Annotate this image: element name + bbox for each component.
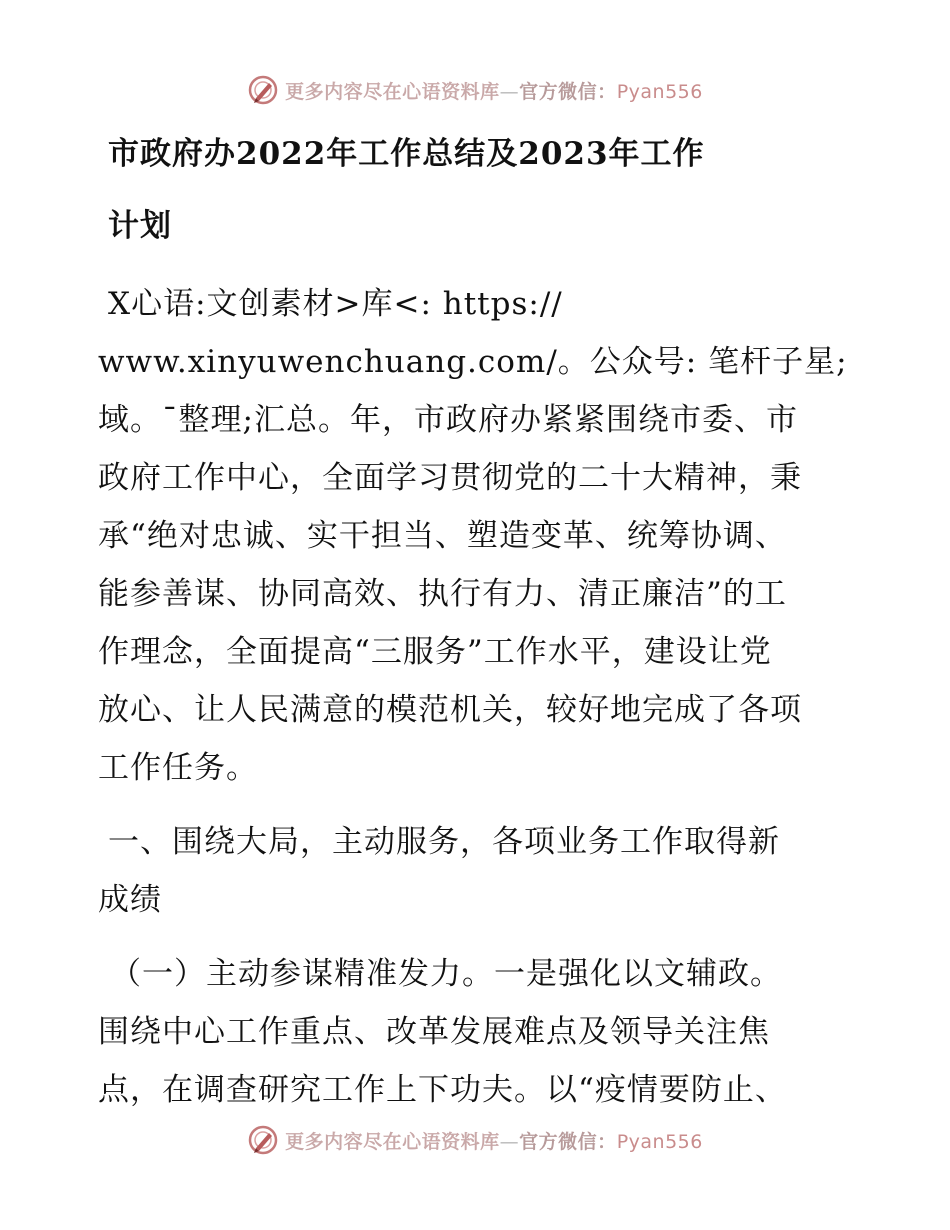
pen-logo-icon [247, 74, 279, 106]
paragraph1-line: 作理念，全面提高“三服务”工作水平，建设让党 [98, 634, 772, 670]
watermark-text: 更多内容尽在心语资料库—官方微信：Pyan556 [285, 1130, 703, 1153]
paragraph1-line: X心语:文创素材>库<: https:// [108, 286, 563, 322]
watermark-banner-top [0, 70, 950, 110]
document-title-line-2: 计划 [108, 208, 172, 244]
section1-heading-line: 一、围绕大局，主动服务，各项业务工作取得新 [108, 824, 780, 860]
pen-logo-icon [247, 1124, 279, 1156]
paragraph2-line: 点，在调查研究工作上下功夫。以“疫情要防止、 [98, 1072, 787, 1108]
document-title-line-1: 市政府办2022年工作总结及2023年工作 [108, 136, 705, 172]
paragraph1-line: 政府工作中心，全面学习贯彻党的二十大精神，秉 [98, 460, 802, 496]
paragraph2-line: 围绕中心工作重点、改革发展难点及领导关注焦 [98, 1014, 770, 1050]
paragraph1-line: 域。¯整理;汇总。年，市政府办紧紧围绕市委、市 [98, 402, 798, 438]
paragraph1-line: 工作任务。 [98, 750, 258, 786]
paragraph2-line: （一）主动参谋精准发力。一是强化以文辅政。 [110, 956, 782, 992]
paragraph1-line: www.xinyuwenchuang.com/。公众号: 笔杆子星; [98, 344, 848, 380]
paragraph1-line: 放心、让人民满意的模范机关，较好地完成了各项 [98, 692, 802, 728]
paragraph1-line: 能参善谋、协同高效、执行有力、清正廉洁”的工 [98, 576, 787, 612]
paragraph1-line: 承“绝对忠诚、实干担当、塑造变革、统筹协调、 [98, 518, 787, 554]
watermark-text: 更多内容尽在心语资料库—官方微信：Pyan556 [285, 80, 703, 103]
section1-heading-line: 成绩 [98, 882, 162, 918]
watermark-banner-bottom [0, 1120, 950, 1160]
